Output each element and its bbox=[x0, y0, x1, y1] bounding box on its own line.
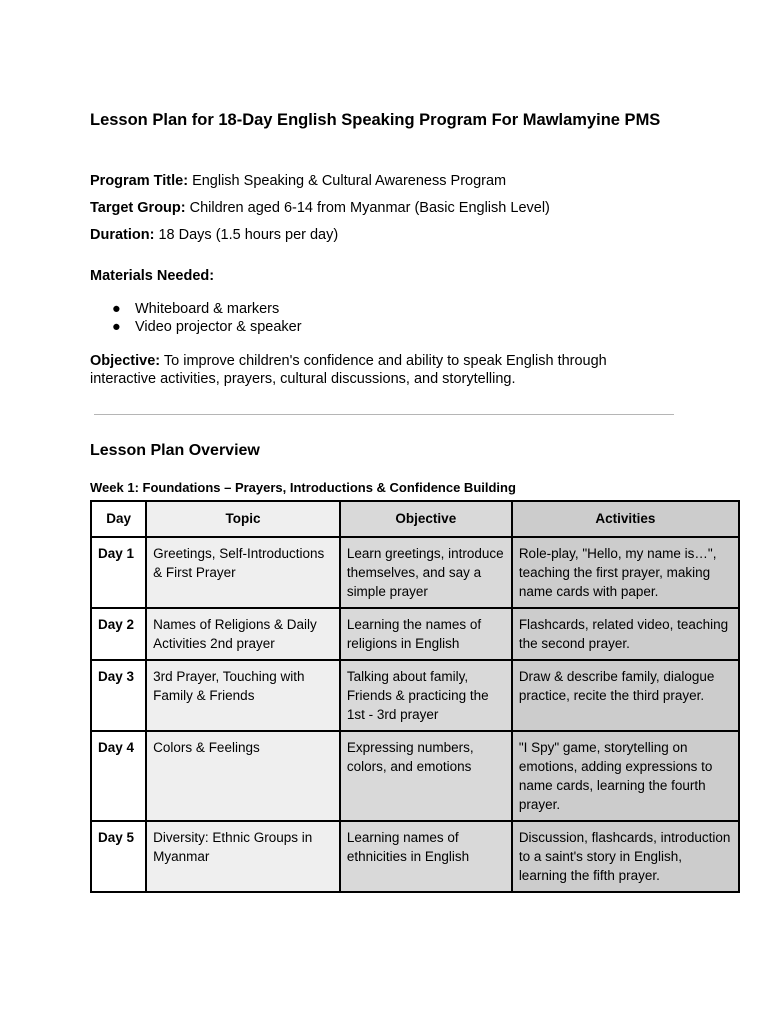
list-item bbox=[90, 318, 302, 336]
overview-heading: Lesson Plan Overview bbox=[90, 442, 260, 459]
lesson-plan-table bbox=[90, 500, 740, 893]
cell-day: Day 4 bbox=[91, 731, 146, 821]
header-topic: Topic bbox=[146, 501, 340, 537]
duration-line bbox=[90, 226, 338, 244]
duration-label: Duration: bbox=[90, 227, 155, 243]
target-group-line bbox=[90, 199, 550, 217]
objective-value: To improve children's confidence and ability to speak English through interactive activities, prayers, cultural discussions, and storytelling. bbox=[90, 353, 607, 387]
cell-day: Day 2 bbox=[91, 608, 146, 660]
cell-day: Day 3 bbox=[91, 660, 146, 731]
program-title-line bbox=[90, 172, 506, 190]
cell-activities: Role-play, "Hello, my name is…", teaching the first prayer, making name cards with paper. bbox=[512, 537, 739, 608]
horizontal-divider bbox=[94, 414, 674, 415]
cell-objective: Expressing numbers, colors, and emotions bbox=[340, 731, 512, 821]
cell-objective: Learn greetings, introduce themselves, and say a simple prayer bbox=[340, 537, 512, 608]
header-activities: Activities bbox=[512, 501, 739, 537]
program-title-label: Program Title: bbox=[90, 173, 189, 189]
cell-day: Day 1 bbox=[91, 537, 146, 608]
week1-heading: Week 1: Foundations – Prayers, Introductions & Confidence Building bbox=[90, 480, 516, 495]
cell-objective: Talking about family, Friends & practicing the 1st - 3rd prayer bbox=[340, 660, 512, 731]
list-item-text: Whiteboard & markers bbox=[135, 301, 280, 317]
target-group-value: Children aged 6-14 from Myanmar (Basic English Level) bbox=[189, 200, 550, 216]
duration-value: 18 Days (1.5 hours per day) bbox=[158, 227, 339, 243]
cell-activities: Draw & describe family, dialogue practice, recite the third prayer. bbox=[512, 660, 739, 731]
cell-topic: Greetings, Self-Introductions & First Prayer bbox=[146, 537, 340, 608]
bullet-icon: ● bbox=[112, 319, 121, 335]
table-header-row bbox=[91, 501, 739, 537]
program-title-value: English Speaking & Cultural Awareness Program bbox=[192, 173, 507, 189]
bullet-icon: ● bbox=[112, 301, 121, 317]
materials-list bbox=[90, 300, 302, 336]
cell-topic: Diversity: Ethnic Groups in Myanmar bbox=[146, 821, 340, 892]
document-title: Lesson Plan for 18-Day English Speaking Program For Mawlamyine PMS bbox=[90, 111, 661, 129]
table-row bbox=[91, 821, 739, 892]
table-row bbox=[91, 731, 739, 821]
cell-objective: Learning names of ethnicities in English bbox=[340, 821, 512, 892]
cell-topic: 3rd Prayer, Touching with Family & Friends bbox=[146, 660, 340, 731]
target-group-label: Target Group: bbox=[90, 200, 186, 216]
objective-label: Objective: bbox=[90, 353, 161, 369]
header-day: Day bbox=[91, 501, 146, 537]
list-item bbox=[90, 300, 302, 318]
materials-heading: Materials Needed: bbox=[90, 268, 215, 284]
cell-objective: Learning the names of religions in English bbox=[340, 608, 512, 660]
table-row bbox=[91, 537, 739, 608]
header-objective: Objective bbox=[340, 501, 512, 537]
cell-topic: Colors & Feelings bbox=[146, 731, 340, 821]
cell-day: Day 5 bbox=[91, 821, 146, 892]
table-row bbox=[91, 660, 739, 731]
objective-paragraph bbox=[90, 352, 650, 388]
cell-activities: Flashcards, related video, teaching the second prayer. bbox=[512, 608, 739, 660]
table-row bbox=[91, 608, 739, 660]
cell-activities: Discussion, flashcards, introduction to a saint's story in English, learning the fifth prayer. bbox=[512, 821, 739, 892]
cell-topic: Names of Religions & Daily Activities 2nd prayer bbox=[146, 608, 340, 660]
list-item-text: Video projector & speaker bbox=[135, 319, 302, 335]
cell-activities: "I Spy" game, storytelling on emotions, adding expressions to name cards, learning the fourth prayer. bbox=[512, 731, 739, 821]
